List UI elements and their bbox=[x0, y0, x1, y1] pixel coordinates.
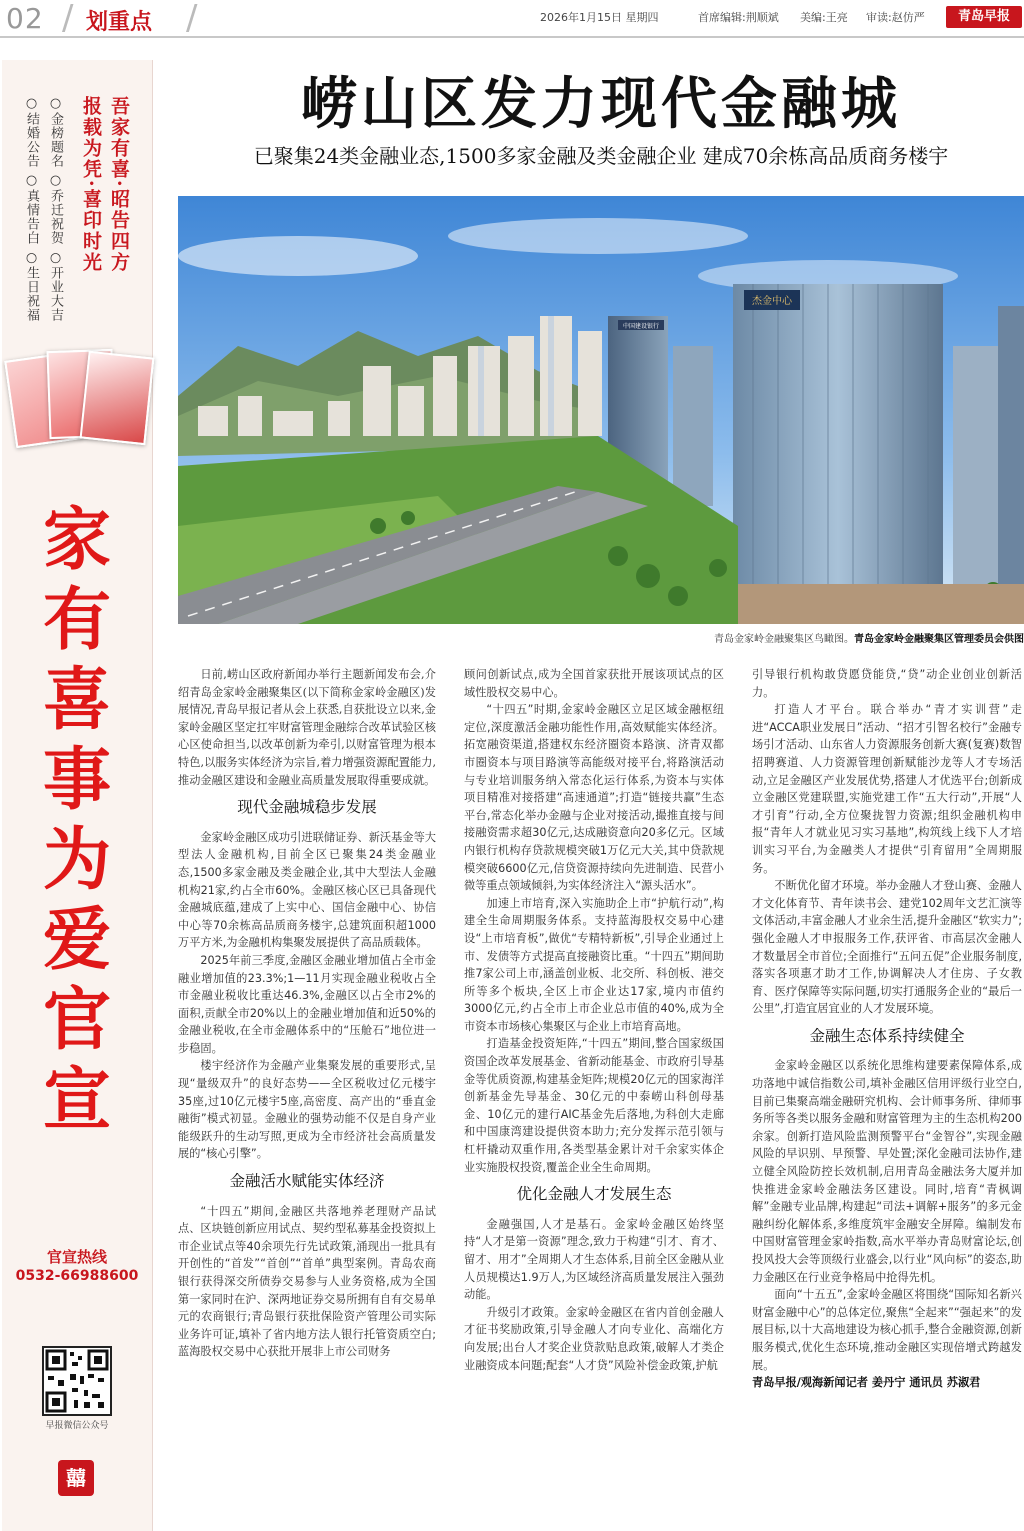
section-title: 划重点 bbox=[86, 10, 153, 35]
tower-sign: 杰金中心 bbox=[752, 296, 792, 307]
qr-code-icon bbox=[42, 1346, 112, 1416]
article-paragraph: 金融强国,人才是基石。金家岭金融区始终坚持“人才是第一资源”理念,致力于构建“引才、育才、留才、用才”全周期人才生态体系,目前全区金融从业人员规模达1.9万人,为区域经济高质量发展注入强劲动能。 bbox=[464, 1217, 724, 1302]
article-paragraph: 面向“十五五”,金家岭金融区将围绕“国际知名新兴财富金融中心”的总体定位,聚焦“全起来”“强起来”的发展目标,以十大高地建设为核心抓手,整合金融资源,创新服务模式,优化生态环境,推动金融区实现倍增式跨越发展。 bbox=[752, 1288, 1022, 1372]
hotline-label: 官宣热线 bbox=[46, 1248, 107, 1266]
ad-slogan-1: 吾家有喜·昭告四方 bbox=[108, 96, 130, 273]
section-heading: 金融活水赋能实体经济 bbox=[229, 1172, 385, 1191]
issue-date: 2026年1月15日 星期四 bbox=[540, 11, 659, 24]
double-happiness-icon: 囍 bbox=[58, 1460, 94, 1496]
separator-slash: / bbox=[62, 0, 74, 38]
photo-caption bbox=[714, 630, 1024, 645]
photo-illustration bbox=[178, 196, 1024, 624]
separator-slash: / bbox=[186, 0, 198, 38]
ad-sample-cards bbox=[8, 348, 148, 444]
designer: 美编:王亮 bbox=[800, 11, 848, 24]
proofreader: 审读:赵仿严 bbox=[866, 11, 925, 24]
ad-slogan-2: 报载为凭·喜印时光 bbox=[80, 96, 102, 273]
section-heading: 现代金融城稳步发展 bbox=[237, 798, 377, 817]
ad-big-slogan: 家有喜事 为爱官宣 bbox=[42, 500, 111, 1140]
article-paragraph: 打造基金投资矩阵,“十四五”期间,整合国家级国资国企改革发展基金、省新动能基金、市政府引导基金等优质资源,构建基金矩阵;规模20亿元的国家海洋创新基金先导基金、30亿元的中泰崂山科创母基金、10亿元的建行AIC基金先后落地,为科创大走廊和中国康湾建设提供资本助力;充分发挥示范引领与杠杆撬动双重作用,各类型基金累计对千余家实体企业实施股权投资,覆盖企业全生命周期。 bbox=[464, 1037, 724, 1174]
article-headline: 崂山区发力现代金融城 bbox=[301, 71, 901, 137]
ad-services-2: ○结婚公告 ○真情告白 ○生日祝福 bbox=[24, 96, 39, 323]
page-number: 02 bbox=[6, 2, 44, 35]
article-paragraph: 楼宇经济作为金融产业集聚发展的重要形式,呈现“量级双升”的良好态势——全区税收过亿元楼宇35座,过10亿元楼宇5座,高密度、高产出的“垂直金融街”模式初显。金融业的强势动能不仅是自身产业能级跃升的生动写照,更成为全市经济社会高质量发展的“核心引擎”。 bbox=[178, 1059, 436, 1161]
article-paragraph: 不断优化留才环境。举办金融人才登山赛、金融人才文化体育节、青年读书会、建党102周年文艺汇演等文体活动,丰富金融人才业余生活,提升金融区“软实力”;强化金融人才申报服务工作,获评省、市高层次金融人才数量居全市首位;全面推行“五问五促”企业服务制度,落实各项惠才助才工作,协调解决人才住房、子女教育、医疗保障等实际问题,切实打通服务企业的“最后一公里”,打造宜居宜业的人才发展环境。 bbox=[752, 879, 1022, 1016]
article-column-1 bbox=[178, 666, 436, 1361]
article-paragraph: 金家岭金融区以系统化思维构建要素保障体系,成功落地中诚信指数公司,填补金融区信用评级行业空白,目前已集聚高端金融研究机构、会计师事务所、律师事务所等各类以服务金融和财富管理为主的生态机构200余家。创新打造风险监测预警平台“金智谷”,实现金融风险的早识别、早预警、早处置;深化金融司法协作,建立健全风险防控长效机制,启用青岛金融法务大厦并加快推进金家岭金融法务区建设。同时,培育“青枫调解”金融专业品牌,构建起“司法+调解+服务”的多元金融纠纷化解体系,多维度筑牢金融安全屏障。编制发布中国财富管理金家岭指数,高水平举办青岛财富论坛,创投风投大会等顶级行业盛会,以行业“风向标”的姿态,助力金融区在行业竞争格局中抢得先机。 bbox=[752, 1059, 1022, 1284]
section-heading: 金融生态体系持续健全 bbox=[809, 1026, 965, 1045]
article-byline: 青岛早报/观海新闻记者 姜丹宁 通讯员 苏淑君 bbox=[752, 1376, 981, 1390]
chief-editor: 首席编辑:荆顺斌 bbox=[698, 11, 779, 24]
section-heading: 优化金融人才发展生态 bbox=[516, 1185, 672, 1204]
sample-card bbox=[80, 351, 155, 445]
article-subheadline: 已聚集24类金融业态,1500多家金融及类金融企业 建成70余栋高品质商务楼宇 bbox=[253, 144, 949, 168]
article-column-2 bbox=[464, 666, 724, 1374]
article-paragraph: 金家岭金融区成功引进联储证券、新沃基金等大型法人金融机构,目前全区已聚集24类金融业态,1500多家金融及类金融企业,其中大型法人金融机构21家,约占全市60%。金融区核心区已具备现代金融城底蕴,建成了上实中心、国信金融中心、协信中心等70余栋高品质商务楼宇,总建筑面积超1000万平方米,为金融机构集聚发展提供了高品质载体。 bbox=[178, 830, 436, 950]
article-paragraph: “十四五”期间,金融区共落地养老理财产品试点、区块链创新应用试点、契约型私募基金投资拟上市企业试点等40余项先行先试政策,涌现出一批具有开创性的“首发”“首创”“首单”典型案例。青岛农商银行获得深交所债券交易参与人业务资格,成为全国第一家同时在沪、深两地证券交易所拥有自有交易单元的农商银行;青岛银行获批保险资产管理公司实际业务许可证,填补了省内地方法人银行托管资质空白;蓝海股权交易中心获批开展非上市公司财务 bbox=[178, 1204, 436, 1359]
article-paragraph: “十四五”时期,金家岭金融区立足区域金融枢纽定位,深度激活金融功能性作用,高效赋能实体经济。拓宽融资渠道,搭建权东经济圈资本路演、济青双都市圈资本与项目路演等高能级对接平台,将路演活动与专业培训服务纳入常态化运行体系,为资本与实体项目精准对接搭建“高速通道”;打造“链接共赢”生态平台,常态化举办金融与企业对接活动,撮推直接与间接融资需求超30亿元,达成融资意向20多亿元。区域内银行机构存贷款规模突破1万亿元大关,其中贷款规模突破6600亿元,信贷资源持续向先进制造、民营小微等重点领域倾斜,为实体经济注入“源头活水”。 bbox=[464, 703, 724, 893]
aerial-city-photo bbox=[178, 196, 1024, 624]
article-paragraph: 打造人才平台。联合举办“青才实训营”走进“ACCA职业发展日”活动、“招才引智名校行”金融专场引才活动、山东省人力资源服务创新大赛(复赛)数智招聘赛道、人力资源管理创新赋能沙龙等人才专场活动,立足金融区产业发展优势,搭建人才优选平台;创新成立金融区党建联盟,实施党建工作“五大行动”,开展“人才引育”行动,全方位聚拢智力资源;组织金融机构申报“青年人才就业见习实习基地”,构筑线上线下人才培训实习平台,为金融类人才提供“引育留用”全周期服务。 bbox=[752, 703, 1022, 875]
article-paragraph: 2025年前三季度,金融区金融业增加值占全市金融业增加值的23.3%;1—11月实现金融业税收占全市金融业税收比重达46.3%,金融区以占全市2%的面积,贡献全市20%以上的金融业增加值和近50%的金融业税收,在全市金融体系中的“压舱石”地位进一步稳固。 bbox=[178, 953, 436, 1055]
article-column-3 bbox=[752, 666, 1022, 1392]
article-paragraph: 引导银行机构敢贷愿贷能贷,“贷”动企业创业创新活力。 bbox=[752, 668, 1022, 699]
page-header bbox=[0, 0, 1024, 38]
article-paragraph: 加速上市培育,深入实施助企上市“护航行动”,构建全生命周期服务体系。支持蓝海股权交易中心建设“上市培育板”,做优“专精特新板”,引导企业通过上市、发债等方式提高直接融资比重。“十四五”期间助推7家公司上市,涵盖创业板、北交所、科创板、港交所等多个板块,全区上市企业达17家,境内市值约3000亿元,约占全市上市企业总市值的40%,成为全市资本市场核心集聚区与企业上市培育高地。 bbox=[464, 896, 724, 1033]
hotline-number: 0532-66988600 bbox=[15, 1268, 139, 1284]
article-paragraph: 升级引才政策。金家岭金融区在省内首创金融人才征书奖励政策,引导金融人才向专业化、高端化方向发展;出台人才奖企业贷款贴息政策,破解人才类企业融资成本问题;配套“人才贷”风险补偿金政策,护航 bbox=[464, 1305, 724, 1372]
article-paragraph: 顾问创新试点,成为全国首家获批开展该项试点的区域性股权交易中心。 bbox=[464, 668, 724, 699]
ad-services-1: ○金榜题名 ○乔迁祝贺 ○开业大吉 bbox=[48, 96, 63, 323]
article-lede: 日前,崂山区政府新闻办举行主题新闻发布会,介绍青岛金家岭金融聚集区(以下简称金家岭金融区)发展情况,青岛早报记者从会上获悉,自获批设立以来,金家岭金融区坚定扛牢财富管理金融综合改革试验区核心区使命担当,以改革创新为牵引,以财富管理为根本特色,以服务实体经济为宗旨,着力增强资源配置能力,推动金融区建设和金融业高质量发展取得重要成就。 bbox=[178, 668, 436, 787]
wedding-announcement-ad bbox=[2, 60, 153, 1531]
bank-sign: 中国建设银行 bbox=[622, 323, 660, 330]
newspaper-logo: 青岛早报 bbox=[946, 6, 1022, 28]
caption-text: 青岛金家岭金融聚集区鸟瞰图。 bbox=[714, 634, 854, 645]
qr-label: 早报微信公众号 bbox=[45, 1421, 109, 1431]
photo-credit: 青岛金家岭金融聚集区管理委员会供图 bbox=[854, 634, 1024, 645]
